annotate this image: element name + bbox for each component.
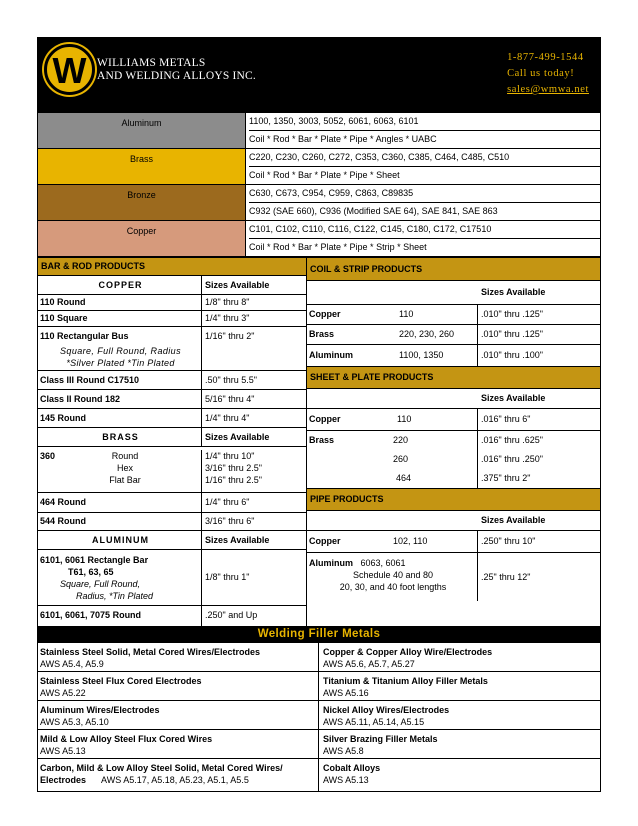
welding-item-spec: AWS A5.3, A5.10 <box>40 717 109 727</box>
shape-item: Round <box>111 451 139 461</box>
welding-item-title: Electrodes <box>40 775 87 785</box>
product-size: 1/16" thru 2" <box>205 331 255 341</box>
metal-row-bronze <box>38 184 600 220</box>
company-line-1: WILLIAMS METALS <box>97 57 206 69</box>
metals-table <box>37 112 601 257</box>
welding-item-title: Carbon, Mild & Low Alloy Steel Solid, Metal Cored Wires/ <box>40 763 283 773</box>
sheet-plate-title: SHEET & PLATE PRODUCTS <box>307 367 600 389</box>
sizes-heading: Sizes Available <box>481 287 546 297</box>
product-note: Square, Full Round, Radius <box>60 346 181 356</box>
pipe-title: PIPE PRODUCTS <box>307 489 600 511</box>
product-cell <box>38 327 202 370</box>
welding-title: Welding Filler Metals <box>37 626 601 643</box>
alloy: 110 <box>399 309 414 319</box>
product-name: 110 Rectangular Bus <box>40 331 129 341</box>
product-size: .010" thru .125" <box>481 329 543 339</box>
copper-header-row <box>38 276 306 295</box>
alloy: 220 <box>393 435 409 445</box>
welding-item-title: Silver Brazing Filler Metals <box>323 734 438 744</box>
metal-row-brass <box>38 148 600 184</box>
contact-info <box>507 50 589 98</box>
product-size: .250" thru 10" <box>481 536 536 546</box>
page <box>37 37 601 792</box>
product-name: 6101, 6061 Rectangle Bar <box>40 555 149 565</box>
table-row <box>38 311 306 327</box>
welding-item <box>319 672 600 701</box>
product-size: 1/4" thru 3" <box>205 313 250 323</box>
sizes-heading: Sizes Available <box>481 393 546 403</box>
welding-item <box>38 643 318 672</box>
welding-item <box>38 730 318 759</box>
metal-name: Copper <box>309 309 341 319</box>
table-row <box>307 531 600 553</box>
metal-name: Brass <box>309 329 335 339</box>
products-section <box>37 257 601 626</box>
shape-list <box>100 450 150 492</box>
welding-item-title: Mild & Low Alloy Steel Flux Cored Wires <box>40 734 213 744</box>
bar-rod-title: BAR & ROD PRODUCTS <box>38 257 306 276</box>
coil-strip-title: COIL & STRIP PRODUCTS <box>307 257 600 281</box>
phone-number[interactable]: 1-877-499-1544 <box>507 52 584 63</box>
product-size: .010" thru .125" <box>481 309 543 319</box>
sizes-heading: Sizes Available <box>205 280 270 290</box>
table-row <box>307 305 600 325</box>
product-size: .010" thru .100" <box>481 350 543 360</box>
company-line-2: AND WELDING ALLOYS INC. <box>97 70 256 82</box>
metal-name: Brass <box>129 154 153 164</box>
product-name: Class III Round C17510 <box>38 371 202 389</box>
metal-name: Copper <box>309 536 341 546</box>
welding-item-title: Copper & Copper Alloy Wire/Electrodes <box>323 647 493 657</box>
table-row <box>38 493 306 513</box>
product-name: 110 Round <box>38 295 202 310</box>
company-logo <box>44 44 95 95</box>
metal-info <box>246 185 600 220</box>
metal-alloys: C630, C673, C954, C959, C863, C89835 <box>249 185 600 203</box>
product-cell <box>38 450 202 492</box>
metal-name: Aluminum <box>121 118 162 128</box>
metal-alloys: C220, C230, C260, C272, C353, C360, C385, C464, C485, C510 <box>249 149 600 167</box>
table-row <box>38 606 306 626</box>
product-note: Radius, *Tin Plated <box>76 591 153 601</box>
metal-name: Aluminum <box>309 558 353 568</box>
product-size: .375" thru 2" <box>481 473 531 483</box>
alloy: 220, 230, 260 <box>399 329 455 339</box>
product-size: 3/16" thru 2.5" <box>205 463 262 473</box>
shape-item: Hex <box>116 463 133 473</box>
sizes-heading: Sizes Available <box>205 432 270 442</box>
metal-info <box>246 113 600 148</box>
product-name: 464 Round <box>38 493 202 512</box>
welding-item-spec: AWS A5.4, A5.9 <box>40 659 104 669</box>
product-size: 1/8" thru 1" <box>205 572 250 582</box>
logo-letter: W <box>52 50 87 91</box>
size-list <box>202 450 306 492</box>
product-size: .016" thru .250" <box>481 454 543 464</box>
product-size: .50" thru 5.5" <box>205 375 257 385</box>
alloy: 110 <box>397 414 412 424</box>
sizes-header-row <box>307 281 600 305</box>
brass-header-row <box>38 428 306 447</box>
company-name <box>97 57 256 83</box>
alloy: 102, 110 <box>393 536 428 546</box>
metal-forms: Coil * Rod * Bar * Plate * Pipe * Sheet <box>249 170 400 180</box>
product-size: 1/4" thru 10" <box>205 451 255 461</box>
alloy: 464 <box>396 473 412 483</box>
alloy: 260 <box>393 454 409 464</box>
alloy-list <box>393 431 411 488</box>
product-name: 544 Round <box>38 513 202 530</box>
welding-item-spec: AWS A5.6, A5.7, A5.27 <box>323 659 415 669</box>
metal-name: Copper <box>126 226 157 236</box>
table-row <box>38 447 306 493</box>
metal-forms: Coil * Rod * Bar * Plate * Pipe * Angles * UABC <box>249 134 437 144</box>
welding-item <box>319 759 600 791</box>
product-size: .016" thru .625" <box>481 435 543 445</box>
product-size: 1/8" thru 8" <box>205 297 250 307</box>
table-row <box>38 295 306 311</box>
size-list <box>478 431 600 488</box>
product-cell <box>38 550 202 605</box>
email-link[interactable]: sales@wmwa.net <box>507 84 589 95</box>
welding-item-title: Nickel Alloy Wires/Electrodes <box>323 705 450 715</box>
alloy: 6063, 6061 <box>360 558 406 568</box>
alloy: 1100, 1350 <box>399 350 444 360</box>
welding-item-title: Stainless Steel Flux Cored Electrodes <box>40 676 202 686</box>
aluminum-heading: ALUMINUM <box>38 531 202 549</box>
sizes-header-row <box>307 511 600 531</box>
table-row <box>307 409 600 431</box>
metal-row-aluminum <box>38 112 600 148</box>
pipe-note: Schedule 40 and 80 <box>352 570 434 580</box>
table-row <box>307 345 600 367</box>
bar-rod-column <box>38 257 307 626</box>
aluminum-header-row <box>38 531 306 550</box>
welding-item-spec: AWS A5.16 <box>323 688 369 698</box>
product-size: 1/16" thru 2.5" <box>205 475 262 485</box>
sizes-header-row <box>307 389 600 409</box>
metal-info <box>246 221 600 256</box>
sizes-heading: Sizes Available <box>481 515 546 525</box>
product-name: Class II Round 182 <box>38 390 202 408</box>
welding-item <box>319 701 600 730</box>
product-note: Square, Full Round, <box>60 579 141 589</box>
product-size: 1/4" thru 6" <box>205 497 250 507</box>
welding-table <box>37 643 601 792</box>
metal-name: Bronze <box>127 190 156 200</box>
welding-right-column <box>319 643 600 791</box>
welding-item <box>38 672 318 701</box>
table-row <box>38 550 306 606</box>
table-row <box>307 325 600 345</box>
metal-name: Copper <box>309 414 341 424</box>
pipe-note: 20, 30, and 40 foot lengths <box>339 582 447 592</box>
product-name: 6101, 6061, 7075 Round <box>38 606 202 626</box>
table-row <box>38 390 306 409</box>
metal-name: Aluminum <box>309 350 353 360</box>
header <box>37 37 601 112</box>
welding-item-title: Titanium & Titanium Alloy Filler Metals <box>323 676 488 686</box>
welding-item-spec: AWS A5.22 <box>40 688 86 698</box>
product-temper: T61, 63, 65 <box>68 567 114 577</box>
call-text: Call us today! <box>507 68 575 79</box>
welding-item-spec: AWS A5.11, A5.14, A5.15 <box>323 717 425 727</box>
product-size: 3/16" thru 6" <box>205 516 255 526</box>
welding-item-spec: AWS A5.13 <box>323 775 369 785</box>
metal-alloys: 1100, 1350, 3003, 5052, 6061, 6063, 6101 <box>249 113 600 131</box>
table-row <box>307 553 600 601</box>
product-name: 360 <box>40 451 56 461</box>
welding-item <box>38 701 318 730</box>
copper-heading: COPPER <box>38 276 202 294</box>
product-size: 5/16" thru 4" <box>205 394 255 404</box>
product-name: 145 Round <box>38 409 202 427</box>
welding-item-spec: AWS A5.13 <box>40 746 86 756</box>
table-row <box>38 513 306 531</box>
welding-item-title: Stainless Steel Solid, Metal Cored Wires/Electrodes <box>40 647 260 657</box>
welding-item-spec: AWS A5.8 <box>323 746 364 756</box>
product-size: .250" and Up <box>205 610 258 620</box>
metal-name-cell <box>38 221 246 256</box>
welding-item-title: Aluminum Wires/Electrodes <box>40 705 160 715</box>
metal-alloys: C101, C102, C110, C116, C122, C145, C180, C172, C17510 <box>249 221 600 239</box>
welding-item <box>319 643 600 672</box>
metal-forms: C932 (SAE 660), C936 (Modified SAE 64), SAE 841, SAE 863 <box>249 206 498 216</box>
metal-forms: Coil * Rod * Bar * Plate * Pipe * Strip * Sheet <box>249 242 427 252</box>
right-column <box>307 257 600 626</box>
metal-row-copper <box>38 220 600 256</box>
welding-item <box>319 730 600 759</box>
metal-name-cell <box>38 185 246 220</box>
welding-item <box>38 759 318 791</box>
product-size: 1/4" thru 4" <box>205 413 250 423</box>
welding-item-title: Cobalt Alloys <box>323 763 381 773</box>
metal-name-cell <box>38 113 246 148</box>
product-size: .25" thru 12" <box>481 572 531 582</box>
brass-heading: BRASS <box>38 428 202 446</box>
shape-item: Flat Bar <box>109 475 141 485</box>
table-row <box>307 431 600 489</box>
product-note: *Silver Plated *Tin Plated <box>66 358 175 368</box>
table-row <box>38 409 306 428</box>
welding-left-column <box>38 643 319 791</box>
sizes-heading: Sizes Available <box>205 535 270 545</box>
metal-info <box>246 149 600 184</box>
metal-name: Brass <box>309 435 335 445</box>
product-name: 110 Square <box>38 311 202 326</box>
table-row <box>38 371 306 390</box>
product-size: .016" thru 6" <box>481 414 531 424</box>
welding-item-spec: AWS A5.17, A5.18, A5.23, A5.1, A5.5 <box>101 775 249 785</box>
table-row <box>38 327 306 371</box>
metal-name-cell <box>38 149 246 184</box>
